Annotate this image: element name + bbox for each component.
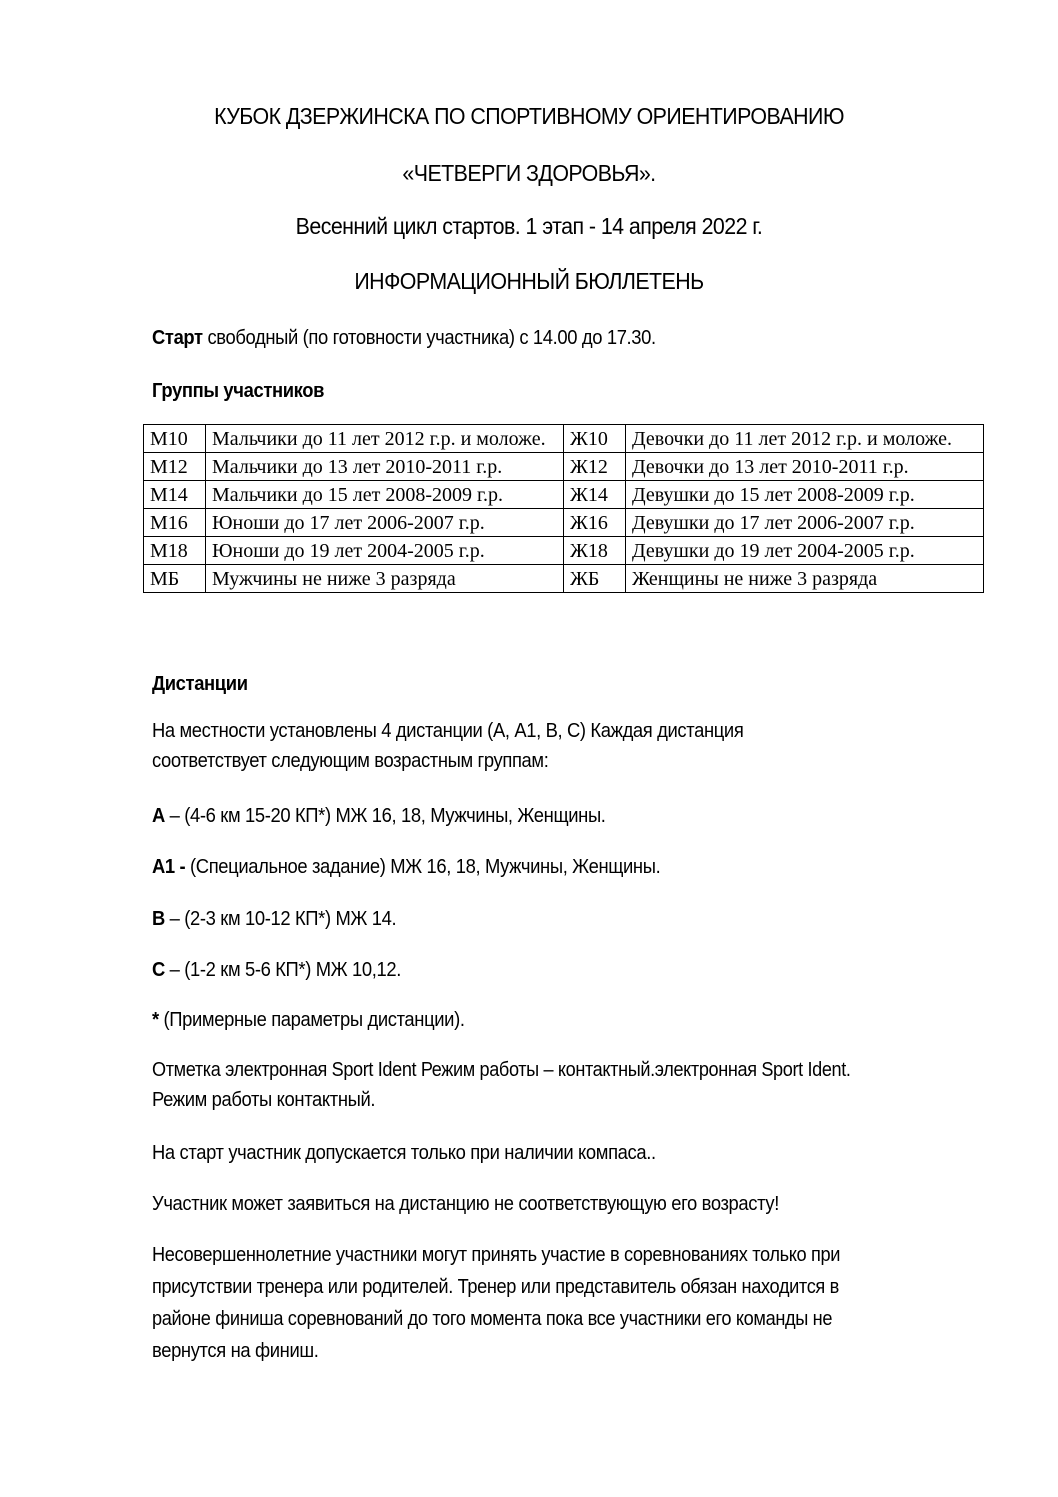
male-group-code: М18 [144,537,206,565]
title-line-1: КУБОК ДЗЕРЖИНСКА ПО СПОРТИВНОМУ ОРИЕНТИРОВАНИЮ [214,103,844,129]
distance-b-label: В [152,908,165,930]
table-row [144,425,984,453]
table-row [144,453,984,481]
distance-note-text: (Примерные параметры дистанции). [158,1009,465,1031]
female-group-description: Девушки до 19 лет 2004-2005 г.р. [626,537,984,565]
title-line-4: ИНФОРМАЦИОННЫЙ БЮЛЛЕТЕНЬ [354,268,704,294]
table-row [144,565,984,593]
distance-note [152,1005,465,1035]
male-group-description: Юноши до 19 лет 2004-2005 г.р. [206,537,564,565]
minors-line-2: присутствии тренера или родителей. Тренер или представитель обязан находится в [152,1276,839,1298]
start-text: свободный (по готовности участника) с 14.00 до 17.30. [202,327,656,349]
distance-a1-text: (Специальное задание) МЖ 16, 18, Мужчины, Женщины. [185,856,661,878]
table-row [144,537,984,565]
male-group-description: Мальчики до 15 лет 2008-2009 г.р. [206,481,564,509]
start-info [152,323,656,353]
distance-a1-label: А1 - [152,856,186,878]
male-group-code: М10 [144,425,206,453]
female-group-description: Женщины не ниже 3 разряда [626,565,984,593]
table-row [144,509,984,537]
male-group-code: МБ [144,565,206,593]
title-line-3: Весенний цикл стартов. 1 этап - 14 апреля 2022 г. [295,213,763,239]
male-group-description: Юноши до 17 лет 2006-2007 г.р. [206,509,564,537]
compass-rule: На старт участник допускается только при наличии компаса.. [152,1142,656,1164]
age-rule: Участник может заявиться на дистанцию не соответствующую его возрасту! [152,1193,779,1215]
male-group-code: М12 [144,453,206,481]
female-group-description: Девочки до 11 лет 2012 г.р. и моложе. [626,425,984,453]
distance-a-text: – (4-6 км 15-20 КП*) МЖ 16, 18, Мужчины, Женщины. [164,805,606,827]
minors-line-1: Несовершеннолетние участники могут принять участие в соревнованиях только при [152,1244,841,1266]
female-group-code: ЖБ [564,565,626,593]
male-group-description: Мальчики до 11 лет 2012 г.р. и моложе. [206,425,564,453]
distance-b-text: – (2-3 км 10-12 КП*) МЖ 14. [164,908,397,930]
female-group-description: Девочки до 13 лет 2010-2011 г.р. [626,453,984,481]
female-group-code: Ж10 [564,425,626,453]
groups-heading: Группы участников [152,380,325,402]
female-group-code: Ж14 [564,481,626,509]
minors-line-4: вернутся на финиш. [152,1340,319,1362]
female-group-code: Ж12 [564,453,626,481]
distance-note-label: * [152,1009,159,1031]
distances-intro-line-1: На местности установлены 4 дистанции (А, А1, В, С) Каждая дистанция [152,720,744,742]
distance-c [152,955,401,985]
distance-c-label: С [152,959,165,981]
male-group-description: Мужчины не ниже 3 разряда [206,565,564,593]
female-group-description: Девушки до 17 лет 2006-2007 г.р. [626,509,984,537]
title-line-2: «ЧЕТВЕРГИ ЗДОРОВЬЯ». [402,160,656,186]
groups-table-body [144,425,984,593]
distance-a1 [152,852,660,882]
distances-intro-line-2: соответствует следующим возрастным группам: [152,750,549,772]
minors-line-3: районе финиша соревнований до того момента пока все участники его команды не [152,1308,833,1330]
male-group-code: М16 [144,509,206,537]
distance-c-text: – (1-2 км 5-6 КП*) МЖ 10,12. [164,959,401,981]
female-group-code: Ж18 [564,537,626,565]
distances-heading: Дистанции [152,673,248,695]
marking-line-1: Отметка электронная Sport Ident Режим работы – контактный.электронная Sport Ident. [152,1059,851,1081]
distance-a [152,801,606,831]
male-group-code: М14 [144,481,206,509]
female-group-code: Ж16 [564,509,626,537]
marking-line-2: Режим работы контактный. [152,1089,376,1111]
start-label: Старт [152,327,203,349]
table-row [144,481,984,509]
groups-table [143,424,984,593]
distance-a-label: А [152,805,165,827]
distance-b [152,904,396,934]
female-group-description: Девушки до 15 лет 2008-2009 г.р. [626,481,984,509]
male-group-description: Мальчики до 13 лет 2010-2011 г.р. [206,453,564,481]
